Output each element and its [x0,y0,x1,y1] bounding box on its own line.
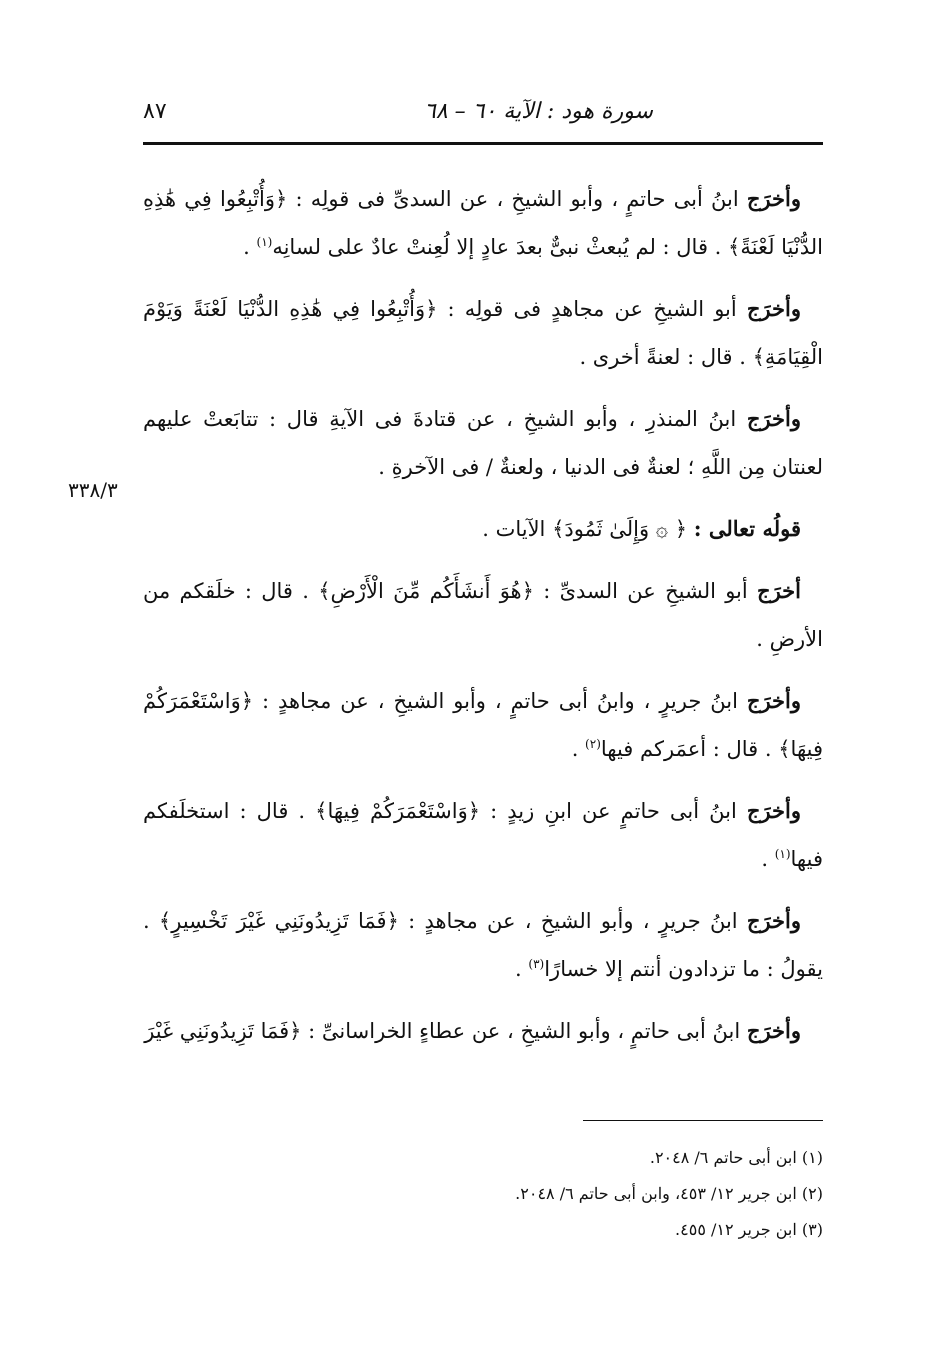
footnote-2: (٢) ابن جرير ١٢/ ٤٥٣، وابن أبى حاتم ٦/ ٢٠٤٨. [515,1184,823,1203]
paragraph-7 [143,787,823,883]
paragraph-text: ابنُ المنذرِ ، وأبو الشيخِ ، عن قتادةَ فى الآيةِ قال : تتابَعتْ عليهم لعنتان مِن اللَّهِ ؛ لعنةٌ فى الدنيا ، ولعنةٌ / فى الآخرةِ . [143,407,823,479]
paragraph-3 [143,395,823,491]
footnote-3: (٣) ابن جرير ١٢/ ٤٥٥. [675,1220,823,1239]
paragraph-text-continued: . قال : استخلَفكم فيها [143,799,823,871]
paragraph-text: أبو الشيخِ عن مجاهدٍ فى قولِه : [447,297,737,321]
paragraph-lead: وأخرَج [746,908,801,933]
quran-quote: ﴿وَاسْتَعْمَرَكُمْ فِيهَا﴾ [315,799,481,823]
paragraph-text-continued: . قال : لعنةً أخرى . [579,345,746,369]
page-number: ٨٧ [143,99,167,124]
paragraph-2 [143,285,823,381]
paragraph-8 [143,897,823,993]
paragraph-text: ابنُ أبى حاتمٍ ، وأبو الشيخِ ، عن عطاءٍ الخراسانىِّ : [308,1019,741,1043]
paragraph-text-continued: . قال : أعمَركم فيها [600,737,772,761]
quran-quote: ﴿وَأُتْبِعُوا فِي هَٰذِهِ الدُّنْيَا لَعْنَةً﴾ [143,187,823,259]
paragraph-text: أبو الشيخِ عن السدىِّ : [543,579,748,603]
footnote-ref[interactable]: (١) [256,235,273,249]
page-body [143,175,823,1069]
quran-quote: ﴿ ۞ وَإِلَىٰ ثَمُودَ﴾ [552,517,688,541]
footnote-rule [583,1120,823,1121]
paragraph-lead: أخرَج [757,578,801,603]
paragraph-lead: وأخرَج [746,798,801,823]
paragraph-text: ابنُ جريرٍ ، وأبو الشيخِ ، عن مجاهدٍ : [408,909,738,933]
paragraph-end: . [243,235,257,259]
running-title: سورة هود : الآية ٦٠ – ٦٨ [424,99,653,124]
footnotes [300,1140,823,1248]
footnote-ref[interactable]: (٢) [585,737,601,751]
verse-heading-lead: قولُه تعالى : [693,516,801,541]
paragraph-text-continued: . يقولُ : ما تزدادون أنتم إلا خسارًا [143,909,823,981]
paragraph-end: . [571,737,586,761]
quran-quote: ﴿هُوَ أَنشَأَكُم مِّنَ الْأَرْضِ﴾ [318,579,534,603]
paragraph-text: ابنُ جريرٍ ، وابنُ أبى حاتمٍ ، وأبو الشيخِ ، عن مجاهدٍ : [262,689,738,713]
header-rule [143,142,823,145]
paragraph-lead: وأخرَج [746,406,801,431]
margin-volume-page-note: ٣٣٨/٣ [68,478,118,502]
paragraph-end: . [761,847,775,871]
paragraph-lead: وأخرَج [746,688,801,713]
footnote-ref[interactable]: (٣) [528,957,545,971]
paragraph-4-verse-heading [143,505,823,553]
paragraph-end: . [515,957,529,981]
quran-quote: ﴿فَمَا تَزِيدُونَنِي غَيْرَ تَخْسِيرٍ﴾ [158,909,399,933]
paragraph-1 [143,175,823,271]
quran-quote: ﴿وَأُتْبِعُوا فِي هَٰذِهِ الدُّنْيَا لَعْنَةً وَيَوْمَ الْقِيَامَةِ﴾ [143,297,823,369]
quran-quote: ﴿وَاسْتَعْمَرَكُمْ فِيهَا﴾ [143,689,823,761]
paragraph-text: ابنُ أبى حاتمٍ ، وأبو الشيخِ ، عن السدىِّ فى قولِه : [295,187,739,211]
footnote-ref[interactable]: (١) [774,847,791,861]
paragraph-text-continued: . قال : لم يُبعثْ نبىٌّ بعدَ عادٍ إلا لُعِنتْ عادٌ على لسانِه [272,235,722,259]
quran-quote: ﴿فَمَا تَزِيدُونَنِي غَيْرَ [144,1019,302,1043]
paragraph-9 [143,1007,823,1055]
paragraph-text: ابنُ أبى حاتمٍ عن ابنِ زيدٍ : [490,799,737,823]
paragraph-text-continued: الآيات . [482,517,546,541]
paragraph-lead: وأخرَج [746,1018,801,1043]
paragraph-lead: وأخرَج [746,296,801,321]
paragraph-6 [143,677,823,773]
footnote-1: (١) ابن أبى حاتم ٦/ ٢٠٤٨. [649,1148,823,1167]
page-header [143,95,823,137]
paragraph-text-continued: . قال : خلَقكم من الأرضِ . [143,579,823,651]
paragraph-5 [143,567,823,663]
paragraph-lead: وأخرَج [746,186,801,211]
